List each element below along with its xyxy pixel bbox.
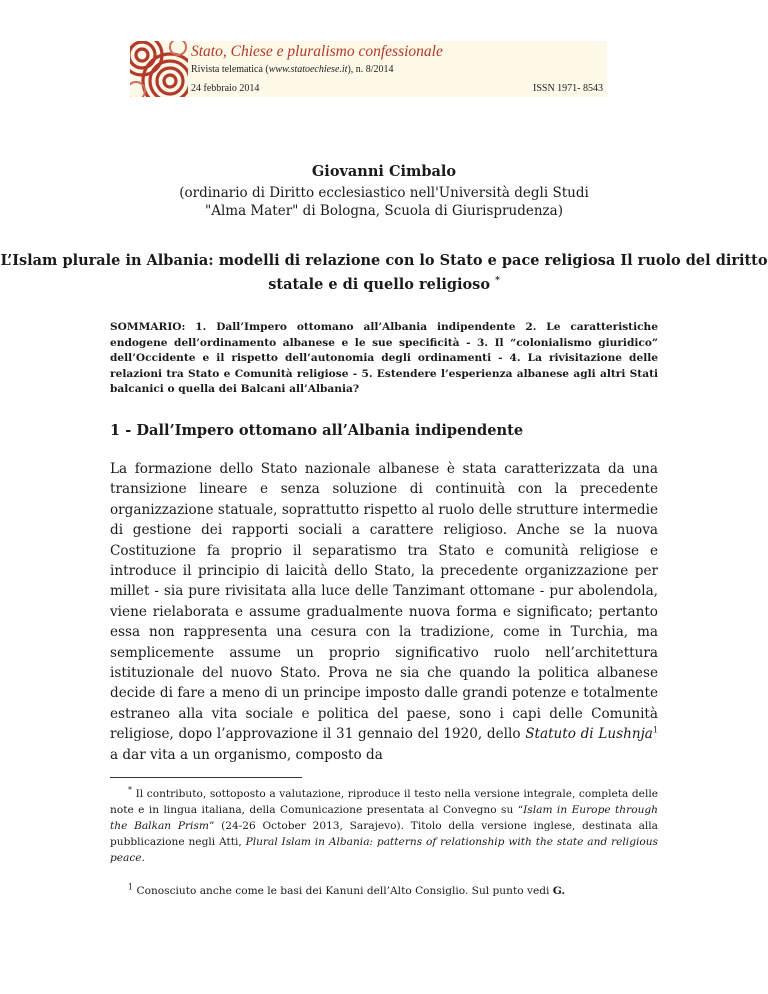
section-1-heading: 1 - Dall’Impero ottomano all’Albania indipendente: [110, 422, 524, 439]
table-of-contents-summary: SOMMARIO: 1. Dall’Impero ottomano all’Albania indipendente 2. Le caratteristiche endogene dell’ordinamento albanese e le sue specificità - 3. Il “colonialismo giuridico” dell’Occidente e il rispetto dell’autonomia degli ordinamenti - 4. La rivisitazione delle relazioni tra Stato e Comunità religiose - 5. Estendere l’esperienza albanese agli altri Stati balcanici o quella dei Balcani all’Albania?: [110, 321, 658, 395]
footnote-star-text-1: Il contributo, sottoposto a valutazione, riproduce il testo nella versione integrale, completa delle note e in lingua italiana, della Comunicazione presentata al Convegno su “: [110, 788, 658, 816]
statuto-di-lushnja: Statuto di Lushnja: [525, 726, 653, 743]
footnote-star-english-title: Plural Islam in Albania: patterns of relationship with the state and religious peace.: [110, 836, 658, 864]
footnote-star-text-2: ” (24-26 October 2013, Sarajevo). Titolo della versione inglese, destinata alla pubblicazione negli Atti,: [110, 820, 659, 848]
footnote-1: [110, 883, 658, 899]
journal-title: Stato, Chiese e pluralismo confessionale: [191, 43, 443, 60]
affiliation-line-2: "Alma Mater" di Bologna, Scuola di Giurisprudenza): [205, 203, 563, 219]
issn-number: ISSN 1971- 8543: [532, 83, 603, 94]
footnote-star-conference: Islam in Europe through the Balkan Prism: [110, 804, 658, 832]
journal-website-link[interactable]: www.statoechiese.it: [268, 64, 348, 75]
issue-date: 24 febbraio 2014: [191, 83, 260, 94]
journal-subtitle-pre: Rivista telematica (: [191, 64, 269, 75]
footnote-1-text: Conosciuto anche come le basi dei Kanuni dell’Alto Consiglio. Sul punto vedi: [136, 885, 550, 897]
footnote-1-bold: G.: [552, 885, 566, 897]
footnote-divider: [110, 777, 302, 778]
article-title: [0, 251, 768, 295]
journal-subtitle: [191, 64, 394, 75]
author-affiliation: [0, 184, 768, 220]
article-title-text: L’Islam plurale in Albania: modelli di relazione con lo Stato e pace religiosa Il ruolo del diritto statale e di quello religioso: [0, 252, 768, 293]
footnote-1-reference[interactable]: 1: [652, 725, 658, 735]
affiliation-line-1: (ordinario di Diritto ecclesiastico nell'Università degli Studi: [179, 185, 589, 201]
paragraph-text-part-2: a dar vita a un organismo, composto da: [110, 746, 383, 763]
author-name: Giovanni Cimbalo: [311, 163, 457, 180]
footnote-star: [110, 786, 658, 866]
footnote-1-mark: 1: [128, 882, 134, 892]
footnote-star-mark: *: [128, 785, 132, 795]
journal-subtitle-post: ), n. 8/2014: [347, 64, 394, 75]
paragraph-text-part-1: La formazione dello Stato nazionale albanese è stata caratterizzata da una transizione lineare e senza soluzione di continuità con la precedente organizzazione statuale, soprattutto rispetto al ruolo delle strutture intermedie di gestione dei rapporti sociali a carattere religioso. Anche se la nuova Costituzione fa proprio il separatismo tra Stato e comunità religiose e introduce il principio di laicità dello Stato, la precedente organizzazione per millet - sia pure rivisitata alla luce delle Tanzimant ottomane - pur abolendola, viene rielaborata e assume gradualmente nuova forma e significato; pertanto essa non rappresenta una cesura con la tradizione, come in Turchia, ma semplicemente assume un proprio significativo ruolo nell’architettura istituzionale del nuovo Stato. Prova ne sia che quando la politica albanese decide di fare a meno di un principe imposto dalle grandi potenze e totalmente estraneo alla vita sociale e politica del paese, sono i capi delle Comunità religiose, dopo l’approvazione il 31 gennaio del 1920, dello: [110, 461, 658, 743]
journal-logo-icon: [130, 41, 188, 97]
title-footnote-mark[interactable]: *: [495, 276, 500, 286]
section-1-paragraph: [110, 459, 658, 765]
